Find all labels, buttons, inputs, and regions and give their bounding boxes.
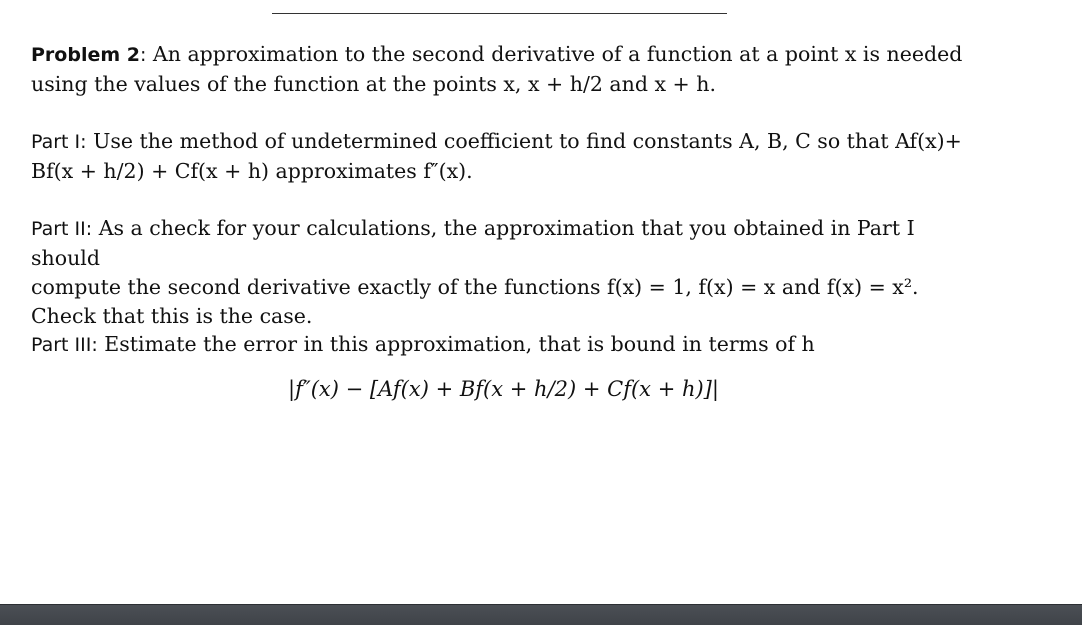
part-3-text: Estimate the error in this approximation, that is bound in terms of h — [104, 332, 815, 356]
part-2-text-line1: As a check for your calculations, the approximation that you obtained in Part I should — [31, 216, 915, 270]
problem-label: Problem 2: — [31, 44, 147, 66]
error-equation: |f″(x) − [Af(x) + Bf(x + h/2) + Cf(x + h)]| — [288, 377, 719, 401]
bottom-toolbar — [0, 604, 1082, 625]
part-1-text-line1: Use the method of undetermined coefficient to find constants A, B, C so that Af(x)+ — [93, 129, 962, 153]
part-2-text-line3: Check that this is the case. — [31, 304, 313, 328]
part-3-label: Part III: — [31, 334, 98, 356]
part-1-label: Part I: — [31, 131, 87, 153]
part-2-text-line2: compute the second derivative exactly of the functions f(x) = 1, f(x) = x and f(x) = x². — [31, 275, 919, 299]
problem-text-line1: An approximation to the second derivative of a function at a point x is needed — [152, 42, 963, 66]
part-2 — [31, 214, 976, 331]
part-1-text-line2: Bf(x + h/2) + Cf(x + h) approximates f″(x). — [31, 159, 473, 183]
part-3 — [31, 330, 815, 360]
top-rule — [272, 13, 727, 14]
part-2-label: Part II: — [31, 218, 93, 240]
problem-text-line2: using the values of the function at the points x, x + h/2 and x + h. — [31, 72, 716, 96]
part-1 — [31, 127, 962, 186]
problem-statement — [31, 40, 962, 99]
